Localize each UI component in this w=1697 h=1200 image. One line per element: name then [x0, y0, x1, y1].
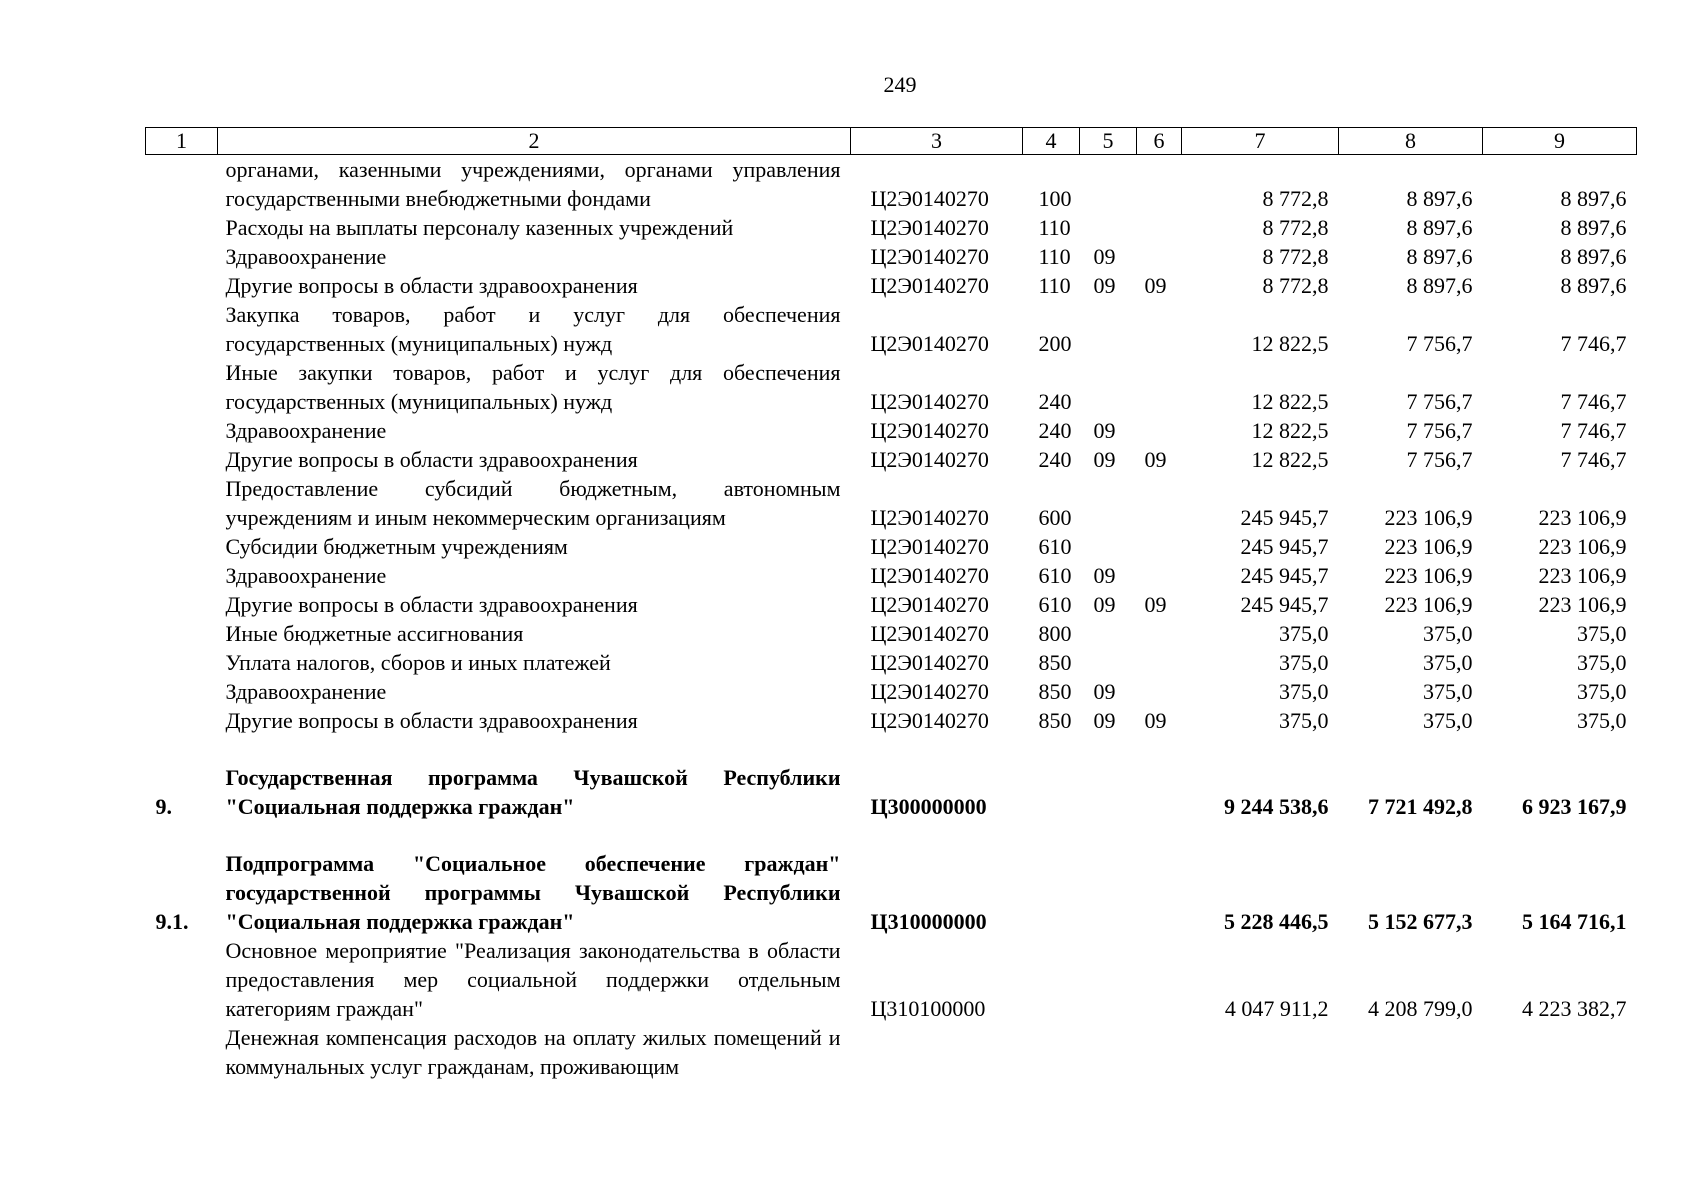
row-amount-col9: 375,0	[1577, 650, 1627, 675]
row-amount-col8: 375,0	[1423, 621, 1473, 646]
row-amount-col7: 375,0	[1279, 621, 1329, 646]
row-description: Основное мероприятие "Реализация законодательства в области предоставления мер социальной поддержки отдельным категориям граждан"	[225, 938, 841, 1021]
row-target-code: Ц2Э0140270	[870, 331, 989, 356]
row-number	[146, 474, 218, 532]
row-section	[1080, 1023, 1137, 1081]
row-subsection	[1137, 416, 1182, 445]
row-amount-col9: 223 106,9	[1538, 505, 1627, 530]
row-number	[146, 213, 218, 242]
row-subsection	[1137, 849, 1182, 936]
row-amount-col7: 12 822,5	[1251, 389, 1329, 414]
row-target-code	[851, 1023, 1023, 1081]
row-description: Другие вопросы в области здравоохранения	[225, 708, 638, 733]
row-amount-col7: 12 822,5	[1251, 418, 1329, 443]
row-amount-col9: 375,0	[1577, 708, 1627, 733]
row-description: Иные закупки товаров, работ и услуг для обеспечения государственных (муниципальных) нужд	[225, 360, 841, 414]
row-section: 09	[1093, 418, 1116, 443]
row-number	[146, 706, 218, 735]
row-amount-col8: 7 756,7	[1406, 418, 1473, 443]
table-row	[146, 271, 1637, 300]
row-description: Другие вопросы в области здравоохранения	[225, 592, 638, 617]
table-row	[146, 1023, 1637, 1081]
row-number	[146, 648, 218, 677]
row-amount-col9: 7 746,7	[1560, 389, 1627, 414]
row-number	[146, 590, 218, 619]
row-expense-type: 200	[1038, 331, 1072, 356]
row-subsection: 09	[1144, 447, 1167, 472]
row-number	[146, 619, 218, 648]
row-expense-type: 240	[1038, 389, 1072, 414]
row-target-code: Ц2Э0140270	[870, 186, 989, 211]
row-amount-col8: 8 897,6	[1406, 273, 1473, 298]
row-target-code: Ц2Э0140270	[870, 505, 989, 530]
row-description: органами, казенными учреждениями, органами управления государственными внебюджетными фондами	[225, 157, 841, 211]
table-row	[146, 849, 1637, 936]
row-amount-col7: 8 772,8	[1262, 186, 1329, 211]
spacer-cell	[146, 735, 1637, 763]
row-expense-type: 800	[1038, 621, 1072, 646]
row-amount-col8: 8 897,6	[1406, 244, 1473, 269]
header-col-7: 7	[1182, 128, 1339, 155]
spacer-row	[146, 821, 1637, 849]
row-section	[1080, 300, 1137, 358]
row-subsection	[1137, 474, 1182, 532]
spacer-row	[146, 735, 1637, 763]
table-row	[146, 590, 1637, 619]
row-target-code: Ц2Э0140270	[870, 215, 989, 240]
row-section	[1080, 648, 1137, 677]
row-expense-type: 610	[1038, 563, 1072, 588]
row-amount-col8: 7 721 492,8	[1368, 794, 1473, 819]
row-amount-col8: 375,0	[1423, 650, 1473, 675]
row-expense-type	[1023, 1023, 1080, 1081]
row-number	[146, 677, 218, 706]
table-row	[146, 619, 1637, 648]
header-col-6: 6	[1137, 128, 1182, 155]
row-subsection	[1137, 677, 1182, 706]
row-amount-col9: 4 223 382,7	[1522, 996, 1627, 1021]
row-amount-col9: 8 897,6	[1560, 186, 1627, 211]
row-description: Другие вопросы в области здравоохранения	[225, 273, 638, 298]
header-col-5: 5	[1080, 128, 1137, 155]
row-expense-type: 100	[1038, 186, 1072, 211]
row-amount-col9: 7 746,7	[1560, 447, 1627, 472]
row-description: Денежная компенсация расходов на оплату жилых помещений и коммунальных услуг гражданам, проживающим	[225, 1025, 841, 1079]
row-amount-col8: 375,0	[1423, 679, 1473, 704]
header-col-1: 1	[146, 128, 218, 155]
row-expense-type	[1023, 849, 1080, 936]
row-target-code: Ц2Э0140270	[870, 389, 989, 414]
row-target-code: Ц2Э0140270	[870, 534, 989, 559]
row-subsection	[1137, 242, 1182, 271]
row-section: 09	[1093, 679, 1116, 704]
row-target-code: Ц2Э0140270	[870, 708, 989, 733]
row-subsection: 09	[1144, 592, 1167, 617]
row-target-code: Ц300000000	[870, 794, 987, 819]
row-section	[1080, 358, 1137, 416]
row-amount-col9: 223 106,9	[1538, 563, 1627, 588]
header-col-3: 3	[851, 128, 1023, 155]
row-subsection	[1137, 358, 1182, 416]
table-row	[146, 648, 1637, 677]
header-row	[146, 128, 1637, 155]
row-expense-type: 110	[1038, 215, 1071, 240]
row-amount-col8: 5 152 677,3	[1368, 909, 1473, 934]
table-row	[146, 445, 1637, 474]
row-description: Иные бюджетные ассигнования	[225, 621, 524, 646]
row-amount-col9: 5 164 716,1	[1522, 909, 1627, 934]
row-number	[146, 300, 218, 358]
row-amount-col7: 4 047 911,2	[1224, 996, 1329, 1021]
row-description: Предоставление субсидий бюджетным, автономным учреждениям и иным некоммерческим организациям	[225, 476, 841, 530]
row-target-code: Ц2Э0140270	[870, 592, 989, 617]
row-subsection	[1137, 936, 1182, 1023]
row-amount-col8: 223 106,9	[1384, 563, 1473, 588]
row-amount-col9: 7 746,7	[1560, 418, 1627, 443]
row-description: Здравоохранение	[225, 679, 387, 704]
row-amount-col9: 8 897,6	[1560, 244, 1627, 269]
row-target-code: Ц2Э0140270	[870, 447, 989, 472]
row-subsection	[1137, 213, 1182, 242]
table-row	[146, 242, 1637, 271]
row-expense-type	[1023, 936, 1080, 1023]
row-amount-col9: 8 897,6	[1560, 215, 1627, 240]
row-description: Уплата налогов, сборов и иных платежей	[225, 650, 611, 675]
header-col-2: 2	[218, 128, 851, 155]
row-expense-type	[1023, 763, 1080, 821]
row-amount-col9: 375,0	[1577, 621, 1627, 646]
row-target-code: Ц2Э0140270	[870, 418, 989, 443]
table-row	[146, 300, 1637, 358]
row-subsection: 09	[1144, 273, 1167, 298]
row-number	[146, 155, 218, 214]
row-section	[1080, 763, 1137, 821]
row-amount-col8: 8 897,6	[1406, 186, 1473, 211]
row-section	[1080, 532, 1137, 561]
row-number	[146, 561, 218, 590]
table-row	[146, 155, 1637, 214]
row-amount-col8: 7 756,7	[1406, 389, 1473, 414]
table-row	[146, 936, 1637, 1023]
row-subsection	[1137, 619, 1182, 648]
row-amount-col8: 223 106,9	[1384, 592, 1473, 617]
row-amount-col9: 6 923 167,9	[1522, 794, 1627, 819]
row-target-code: Ц310000000	[870, 909, 987, 934]
row-target-code: Ц2Э0140270	[870, 244, 989, 269]
header-col-8: 8	[1339, 128, 1483, 155]
spacer-cell	[146, 821, 1637, 849]
table-row	[146, 474, 1637, 532]
budget-table	[145, 127, 1637, 1081]
row-amount-col9: 223 106,9	[1538, 592, 1627, 617]
row-target-code: Ц2Э0140270	[870, 273, 989, 298]
row-amount-col7: 375,0	[1279, 650, 1329, 675]
row-amount-col8: 223 106,9	[1384, 505, 1473, 530]
row-number	[146, 1023, 218, 1081]
row-amount-col7: 12 822,5	[1251, 331, 1329, 356]
row-amount-col7: 8 772,8	[1262, 215, 1329, 240]
row-amount-col7: 375,0	[1279, 679, 1329, 704]
row-expense-type: 600	[1038, 505, 1072, 530]
row-amount-col7: 245 945,7	[1240, 563, 1329, 588]
row-number: 9.	[155, 794, 172, 819]
row-amount-col9: 375,0	[1577, 679, 1627, 704]
table-row	[146, 561, 1637, 590]
row-amount-col8: 375,0	[1423, 708, 1473, 733]
row-expense-type: 850	[1038, 679, 1072, 704]
row-section: 09	[1093, 273, 1116, 298]
table-header	[146, 128, 1637, 155]
table-body	[146, 155, 1637, 1082]
row-amount-col7: 245 945,7	[1240, 505, 1329, 530]
table-row	[146, 213, 1637, 242]
row-subsection	[1137, 763, 1182, 821]
row-subsection	[1137, 155, 1182, 214]
row-number	[146, 445, 218, 474]
table-row	[146, 763, 1637, 821]
row-expense-type: 240	[1038, 418, 1072, 443]
header-col-9: 9	[1483, 128, 1637, 155]
row-amount-col7: 245 945,7	[1240, 592, 1329, 617]
page-number: 249	[883, 72, 917, 97]
row-amount-col8: 7 756,7	[1406, 447, 1473, 472]
table-row	[146, 416, 1637, 445]
row-number	[146, 242, 218, 271]
row-expense-type: 110	[1038, 273, 1071, 298]
row-subsection	[1137, 648, 1182, 677]
row-subsection	[1137, 561, 1182, 590]
row-description: Другие вопросы в области здравоохранения	[225, 447, 638, 472]
row-amount-col8: 8 897,6	[1406, 215, 1473, 240]
row-expense-type: 110	[1038, 244, 1071, 269]
row-amount-col7: 9 244 538,6	[1224, 794, 1329, 819]
row-subsection	[1137, 532, 1182, 561]
row-description: Здравоохранение	[225, 418, 387, 443]
row-amount-col7: 8 772,8	[1262, 244, 1329, 269]
row-amount-col9	[1483, 1023, 1637, 1081]
row-subsection	[1137, 300, 1182, 358]
row-number	[146, 271, 218, 300]
row-description: Расходы на выплаты персоналу казенных учреждений	[225, 215, 734, 240]
row-target-code: Ц2Э0140270	[870, 563, 989, 588]
row-description: Подпрограмма "Социальное обеспечение граждан" государственной программы Чувашской Республики "Социальная поддержка граждан"	[225, 851, 841, 934]
header-col-4: 4	[1023, 128, 1080, 155]
row-description: Здравоохранение	[225, 244, 387, 269]
row-target-code: Ц2Э0140270	[870, 650, 989, 675]
row-section	[1080, 155, 1137, 214]
row-expense-type: 610	[1038, 592, 1072, 617]
table-row	[146, 677, 1637, 706]
row-amount-col9: 223 106,9	[1538, 534, 1627, 559]
row-number	[146, 936, 218, 1023]
row-number	[146, 532, 218, 561]
row-number	[146, 416, 218, 445]
row-expense-type: 850	[1038, 708, 1072, 733]
row-amount-col7: 8 772,8	[1262, 273, 1329, 298]
row-section	[1080, 619, 1137, 648]
row-amount-col8: 4 208 799,0	[1368, 996, 1473, 1021]
row-section: 09	[1093, 244, 1116, 269]
row-number	[146, 358, 218, 416]
row-amount-col9: 7 746,7	[1560, 331, 1627, 356]
row-description: Государственная программа Чувашской Республики "Социальная поддержка граждан"	[225, 765, 841, 819]
row-amount-col7: 12 822,5	[1251, 447, 1329, 472]
row-amount-col7: 245 945,7	[1240, 534, 1329, 559]
row-number: 9.1.	[155, 909, 189, 934]
row-subsection: 09	[1144, 708, 1167, 733]
row-section: 09	[1093, 708, 1116, 733]
row-subsection	[1137, 1023, 1182, 1081]
row-amount-col7: 5 228 446,5	[1224, 909, 1329, 934]
row-section: 09	[1093, 563, 1116, 588]
table-row	[146, 532, 1637, 561]
table-row	[146, 358, 1637, 416]
row-description: Закупка товаров, работ и услуг для обеспечения государственных (муниципальных) нужд	[225, 302, 841, 356]
row-amount-col8: 223 106,9	[1384, 534, 1473, 559]
row-section	[1080, 936, 1137, 1023]
row-expense-type: 610	[1038, 534, 1072, 559]
row-expense-type: 240	[1038, 447, 1072, 472]
row-target-code: Ц2Э0140270	[870, 679, 989, 704]
row-amount-col9: 8 897,6	[1560, 273, 1627, 298]
row-description: Субсидии бюджетным учреждениям	[225, 534, 568, 559]
row-section	[1080, 474, 1137, 532]
row-section	[1080, 213, 1137, 242]
row-amount-col7: 375,0	[1279, 708, 1329, 733]
row-amount-col7	[1182, 1023, 1339, 1081]
row-section	[1080, 849, 1137, 936]
row-amount-col8: 7 756,7	[1406, 331, 1473, 356]
row-section: 09	[1093, 592, 1116, 617]
row-description: Здравоохранение	[225, 563, 387, 588]
table-row	[146, 706, 1637, 735]
row-target-code: Ц2Э0140270	[870, 621, 989, 646]
row-target-code: Ц310100000	[870, 996, 986, 1021]
row-amount-col8	[1339, 1023, 1483, 1081]
row-expense-type: 850	[1038, 650, 1072, 675]
row-section: 09	[1093, 447, 1116, 472]
